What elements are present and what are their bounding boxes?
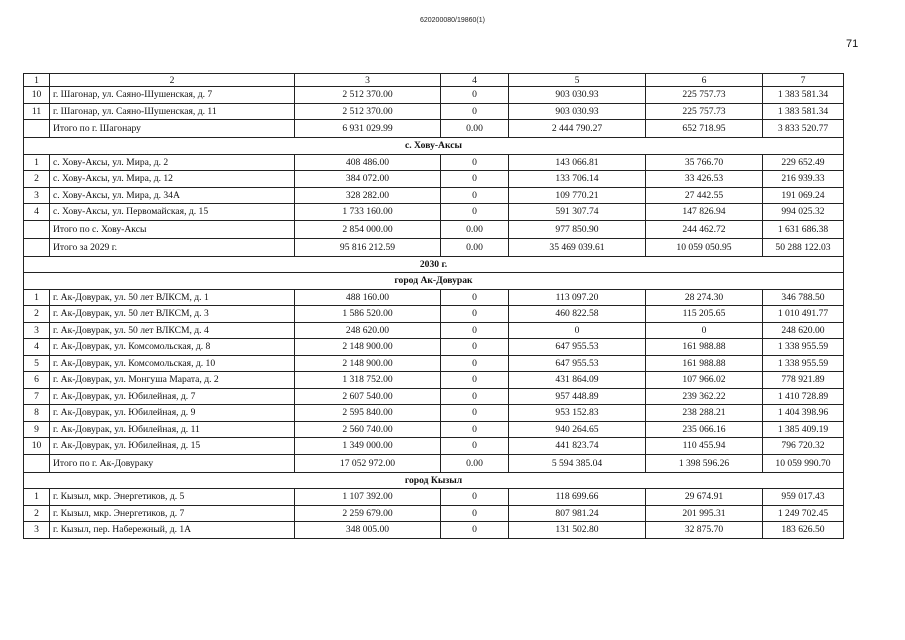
total-cost-cell: 2 512 370.00 <box>295 87 441 104</box>
table-row <box>24 306 844 323</box>
num-cell: 2 <box>24 171 50 188</box>
address-cell: Итого за 2029 г. <box>50 238 295 256</box>
total-cost-cell: 2 560 740.00 <box>295 421 441 438</box>
local-budget-cell: 161 988.88 <box>646 339 763 356</box>
local-budget-cell: 225 757.73 <box>646 103 763 120</box>
address-cell: г. Ак-Довурак, ул. 50 лет ВЛКСМ, д. 3 <box>50 306 295 323</box>
address-cell: г. Ак-Довурак, ул. Юбилейная, д. 7 <box>50 388 295 405</box>
address-cell: г. Шагонар, ул. Саяно-Шушенская, д. 7 <box>50 87 295 104</box>
local-budget-cell: 244 462.72 <box>646 220 763 238</box>
total-cost-cell: 1 733 160.00 <box>295 204 441 221</box>
num-cell: 10 <box>24 87 50 104</box>
address-cell: с. Хову-Аксы, ул. Мира, д. 34А <box>50 187 295 204</box>
region-budget-cell: 109 770.21 <box>509 187 646 204</box>
fund-cell: 0 <box>441 339 509 356</box>
section-header-row <box>24 138 844 155</box>
fund-cell: 0.00 <box>441 454 509 472</box>
local-budget-cell: 107 966.02 <box>646 372 763 389</box>
num-cell: 2 <box>24 306 50 323</box>
region-budget-cell: 903 030.93 <box>509 103 646 120</box>
total-cost-cell: 408 486.00 <box>295 154 441 171</box>
local-budget-cell: 28 274.30 <box>646 289 763 306</box>
owners-funds-cell: 183 626.50 <box>763 522 844 539</box>
region-budget-cell: 807 981.24 <box>509 505 646 522</box>
address-cell: с. Хову-Аксы, ул. Мира, д. 12 <box>50 171 295 188</box>
num-cell <box>24 120 50 138</box>
column-header: 5 <box>509 74 646 87</box>
table-row <box>24 154 844 171</box>
total-cost-cell: 6 931 029.99 <box>295 120 441 138</box>
total-cost-cell: 2 148 900.00 <box>295 355 441 372</box>
total-cost-cell: 328 282.00 <box>295 187 441 204</box>
local-budget-cell: 115 205.65 <box>646 306 763 323</box>
document-id: 620200080/19860(1) <box>419 17 485 24</box>
table-row <box>24 204 844 221</box>
address-cell: Итого по г. Ак-Довураку <box>50 454 295 472</box>
address-cell: г. Ак-Довурак, ул. Юбилейная, д. 9 <box>50 405 295 422</box>
owners-funds-cell: 1 631 686.38 <box>763 220 844 238</box>
local-budget-cell: 201 995.31 <box>646 505 763 522</box>
owners-funds-cell: 229 652.49 <box>763 154 844 171</box>
local-budget-cell: 32 875.70 <box>646 522 763 539</box>
total-cost-cell: 2 512 370.00 <box>295 103 441 120</box>
column-header: 7 <box>763 74 844 87</box>
owners-funds-cell: 1 410 728.89 <box>763 388 844 405</box>
region-budget-cell: 0 <box>509 322 646 339</box>
local-budget-cell: 239 362.22 <box>646 388 763 405</box>
num-cell: 7 <box>24 388 50 405</box>
address-cell: с. Хову-Аксы, ул. Мира, д. 2 <box>50 154 295 171</box>
num-cell <box>24 238 50 256</box>
table-row <box>24 438 844 455</box>
table-row <box>24 355 844 372</box>
total-cost-cell: 1 107 392.00 <box>295 489 441 506</box>
fund-cell: 0 <box>441 187 509 204</box>
region-budget-cell: 460 822.58 <box>509 306 646 323</box>
address-cell: г. Ак-Довурак, ул. Монгуша Марата, д. 2 <box>50 372 295 389</box>
fund-cell: 0 <box>441 505 509 522</box>
num-cell: 3 <box>24 322 50 339</box>
total-row <box>24 120 844 138</box>
fund-cell: 0 <box>441 438 509 455</box>
num-cell: 3 <box>24 522 50 539</box>
region-budget-cell: 940 264.65 <box>509 421 646 438</box>
address-cell: г. Кызыл, пер. Набережный, д. 1А <box>50 522 295 539</box>
total-cost-cell: 95 816 212.59 <box>295 238 441 256</box>
table-row <box>24 103 844 120</box>
table-row <box>24 421 844 438</box>
num-cell: 6 <box>24 372 50 389</box>
fund-cell: 0 <box>441 322 509 339</box>
num-cell <box>24 220 50 238</box>
total-cost-cell: 248 620.00 <box>295 322 441 339</box>
total-cost-cell: 2 854 000.00 <box>295 220 441 238</box>
column-header: 1 <box>24 74 50 87</box>
num-cell: 1 <box>24 154 50 171</box>
fund-cell: 0 <box>441 103 509 120</box>
region-budget-cell: 903 030.93 <box>509 87 646 104</box>
address-cell: г. Ак-Довурак, ул. Юбилейная, д. 11 <box>50 421 295 438</box>
owners-funds-cell: 3 833 520.77 <box>763 120 844 138</box>
column-header: 3 <box>295 74 441 87</box>
address-cell: г. Ак-Довурак, ул. Комсомольская, д. 10 <box>50 355 295 372</box>
num-cell: 4 <box>24 339 50 356</box>
table-row <box>24 522 844 539</box>
total-cost-cell: 348 005.00 <box>295 522 441 539</box>
owners-funds-cell: 1 404 398.96 <box>763 405 844 422</box>
region-budget-cell: 591 307.74 <box>509 204 646 221</box>
address-cell: г. Ак-Довурак, ул. Комсомольская, д. 8 <box>50 339 295 356</box>
num-cell: 11 <box>24 103 50 120</box>
section-title: город Ак-Довурак <box>24 273 844 290</box>
fund-cell: 0 <box>441 204 509 221</box>
owners-funds-cell: 959 017.43 <box>763 489 844 506</box>
owners-funds-cell: 10 059 990.70 <box>763 454 844 472</box>
section-header-row <box>24 273 844 290</box>
local-budget-cell: 147 826.94 <box>646 204 763 221</box>
total-cost-cell: 1 586 520.00 <box>295 306 441 323</box>
table-row <box>24 505 844 522</box>
column-header: 4 <box>441 74 509 87</box>
num-cell: 5 <box>24 355 50 372</box>
address-cell: г. Ак-Довурак, ул. 50 лет ВЛКСМ, д. 4 <box>50 322 295 339</box>
region-budget-cell: 35 469 039.61 <box>509 238 646 256</box>
local-budget-cell: 35 766.70 <box>646 154 763 171</box>
table-row <box>24 372 844 389</box>
owners-funds-cell: 248 620.00 <box>763 322 844 339</box>
address-cell: г. Ак-Довурак, ул. Юбилейная, д. 15 <box>50 438 295 455</box>
region-budget-cell: 5 594 385.04 <box>509 454 646 472</box>
local-budget-cell: 10 059 050.95 <box>646 238 763 256</box>
address-cell: г. Кызыл, мкр. Энергетиков, д. 5 <box>50 489 295 506</box>
owners-funds-cell: 50 288 122.03 <box>763 238 844 256</box>
fund-cell: 0.00 <box>441 120 509 138</box>
region-budget-cell: 647 955.53 <box>509 355 646 372</box>
table-row <box>24 289 844 306</box>
region-budget-cell: 441 823.74 <box>509 438 646 455</box>
table-row <box>24 187 844 204</box>
region-budget-cell: 431 864.09 <box>509 372 646 389</box>
column-header: 2 <box>50 74 295 87</box>
address-cell: Итого по с. Хову-Аксы <box>50 220 295 238</box>
total-row <box>24 454 844 472</box>
total-cost-cell: 2 607 540.00 <box>295 388 441 405</box>
table-row <box>24 171 844 188</box>
local-budget-cell: 0 <box>646 322 763 339</box>
table-row <box>24 388 844 405</box>
fund-cell: 0 <box>441 421 509 438</box>
column-header: 6 <box>646 74 763 87</box>
total-cost-cell: 1 318 752.00 <box>295 372 441 389</box>
total-cost-cell: 2 259 679.00 <box>295 505 441 522</box>
total-cost-cell: 488 160.00 <box>295 289 441 306</box>
owners-funds-cell: 778 921.89 <box>763 372 844 389</box>
num-cell: 4 <box>24 204 50 221</box>
total-row <box>24 220 844 238</box>
local-budget-cell: 652 718.95 <box>646 120 763 138</box>
total-cost-cell: 1 349 000.00 <box>295 438 441 455</box>
fund-cell: 0 <box>441 306 509 323</box>
total-cost-cell: 17 052 972.00 <box>295 454 441 472</box>
total-cost-cell: 2 148 900.00 <box>295 339 441 356</box>
num-cell: 1 <box>24 289 50 306</box>
data-table <box>23 73 844 539</box>
num-cell: 8 <box>24 405 50 422</box>
owners-funds-cell: 346 788.50 <box>763 289 844 306</box>
local-budget-cell: 110 455.94 <box>646 438 763 455</box>
region-budget-cell: 143 066.81 <box>509 154 646 171</box>
fund-cell: 0 <box>441 489 509 506</box>
table-row <box>24 87 844 104</box>
local-budget-cell: 29 674.91 <box>646 489 763 506</box>
address-cell: г. Шагонар, ул. Саяно-Шушенская, д. 11 <box>50 103 295 120</box>
address-cell: с. Хову-Аксы, ул. Первомайская, д. 15 <box>50 204 295 221</box>
fund-cell: 0 <box>441 154 509 171</box>
header-row <box>24 74 844 87</box>
owners-funds-cell: 796 720.32 <box>763 438 844 455</box>
owners-funds-cell: 1 249 702.45 <box>763 505 844 522</box>
local-budget-cell: 225 757.73 <box>646 87 763 104</box>
owners-funds-cell: 1 383 581.34 <box>763 103 844 120</box>
fund-cell: 0 <box>441 87 509 104</box>
fund-cell: 0 <box>441 405 509 422</box>
owners-funds-cell: 1 383 581.34 <box>763 87 844 104</box>
section-header-row <box>24 472 844 489</box>
section-title: город Кызыл <box>24 472 844 489</box>
fund-cell: 0 <box>441 171 509 188</box>
table-row <box>24 405 844 422</box>
section-header-row <box>24 256 844 273</box>
num-cell: 10 <box>24 438 50 455</box>
fund-cell: 0.00 <box>441 238 509 256</box>
local-budget-cell: 238 288.21 <box>646 405 763 422</box>
local-budget-cell: 235 066.16 <box>646 421 763 438</box>
region-budget-cell: 647 955.53 <box>509 339 646 356</box>
owners-funds-cell: 216 939.33 <box>763 171 844 188</box>
table-row <box>24 339 844 356</box>
num-cell: 1 <box>24 489 50 506</box>
local-budget-cell: 27 442.55 <box>646 187 763 204</box>
total-row <box>24 238 844 256</box>
num-cell: 9 <box>24 421 50 438</box>
owners-funds-cell: 191 069.24 <box>763 187 844 204</box>
owners-funds-cell: 1 010 491.77 <box>763 306 844 323</box>
owners-funds-cell: 1 338 955.59 <box>763 355 844 372</box>
fund-cell: 0 <box>441 522 509 539</box>
section-title: с. Хову-Аксы <box>24 138 844 155</box>
num-cell <box>24 454 50 472</box>
region-budget-cell: 133 706.14 <box>509 171 646 188</box>
fund-cell: 0 <box>441 289 509 306</box>
region-budget-cell: 957 448.89 <box>509 388 646 405</box>
owners-funds-cell: 1 338 955.59 <box>763 339 844 356</box>
table-row <box>24 322 844 339</box>
fund-cell: 0.00 <box>441 220 509 238</box>
fund-cell: 0 <box>441 355 509 372</box>
address-cell: г. Кызыл, мкр. Энергетиков, д. 7 <box>50 505 295 522</box>
page-number: 71 <box>846 38 859 50</box>
owners-funds-cell: 1 385 409.19 <box>763 421 844 438</box>
section-title: 2030 г. <box>24 256 844 273</box>
region-budget-cell: 977 850.90 <box>509 220 646 238</box>
address-cell: г. Ак-Довурак, ул. 50 лет ВЛКСМ, д. 1 <box>50 289 295 306</box>
local-budget-cell: 33 426.53 <box>646 171 763 188</box>
total-cost-cell: 2 595 840.00 <box>295 405 441 422</box>
total-cost-cell: 384 072.00 <box>295 171 441 188</box>
fund-cell: 0 <box>441 372 509 389</box>
local-budget-cell: 1 398 596.26 <box>646 454 763 472</box>
table-row <box>24 489 844 506</box>
region-budget-cell: 131 502.80 <box>509 522 646 539</box>
address-cell: Итого по г. Шагонару <box>50 120 295 138</box>
fund-cell: 0 <box>441 388 509 405</box>
region-budget-cell: 953 152.83 <box>509 405 646 422</box>
region-budget-cell: 118 699.66 <box>509 489 646 506</box>
owners-funds-cell: 994 025.32 <box>763 204 844 221</box>
region-budget-cell: 113 097.20 <box>509 289 646 306</box>
num-cell: 3 <box>24 187 50 204</box>
region-budget-cell: 2 444 790.27 <box>509 120 646 138</box>
num-cell: 2 <box>24 505 50 522</box>
local-budget-cell: 161 988.88 <box>646 355 763 372</box>
